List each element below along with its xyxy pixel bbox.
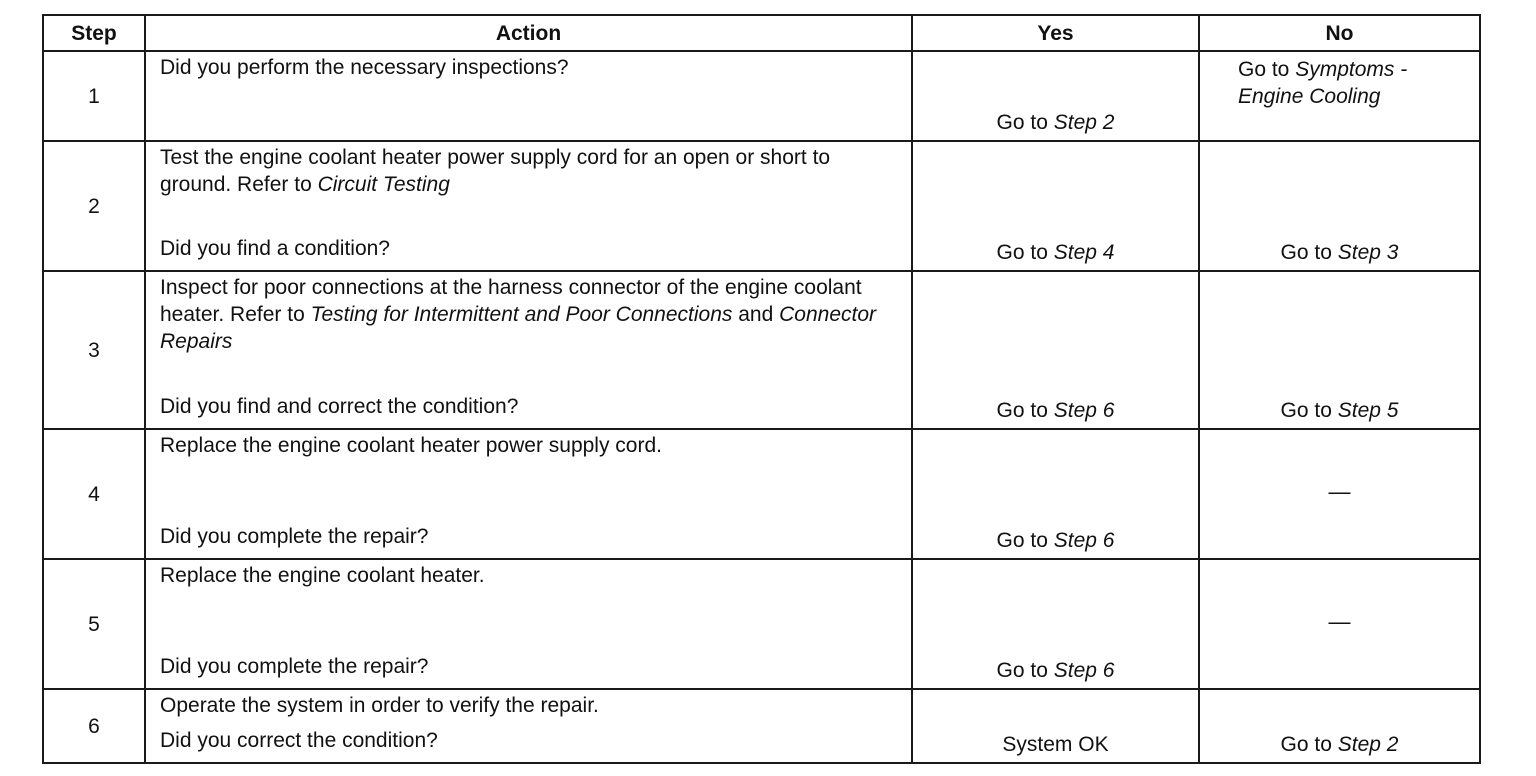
yes-cell [912,689,1199,763]
header-action: Action [145,15,912,51]
yes-system-ok: System OK [1002,733,1109,756]
action-cell [145,429,912,559]
step-number: 6 [43,689,145,763]
no-cell [1199,559,1480,689]
step-number: 1 [43,51,145,141]
yes-prefix: Go to [996,659,1054,682]
header-no: No [1199,15,1480,51]
step-number: 3 [43,271,145,429]
action-reference-link[interactable]: Connector Repairs [160,303,876,353]
no-dash: — [1328,479,1351,504]
action-question: Did you complete the repair? [160,525,429,548]
action-text [160,272,899,355]
no-step-link[interactable]: Step 2 [1337,733,1399,756]
action-plain-text: Inspect for poor connections at the harness connector of the engine coolant heater. Refer to [160,276,862,326]
yes-prefix: Go to [996,111,1054,134]
step-number: 2 [43,141,145,271]
action-cell [145,141,912,271]
yes-cell [912,559,1199,689]
action-text [160,142,899,198]
action-cell [145,51,912,141]
no-cell [1199,689,1480,763]
no-cell [1199,141,1480,271]
yes-prefix: Go to [996,399,1054,422]
action-question: Did you complete the repair? [160,655,429,678]
action-reference-link[interactable]: Circuit Testing [317,173,450,196]
no-symptoms-link[interactable]: Symptoms - Engine Cooling [1238,58,1408,108]
action-plain-text: Test the engine coolant heater power supply cord for an open or short to ground. Refer to [160,146,831,196]
no-prefix: Go to [1280,399,1338,422]
table-row [43,271,1480,429]
yes-cell [912,271,1199,429]
yes-prefix: Go to [996,241,1054,264]
action-cell [145,271,912,429]
yes-step-link[interactable]: Step 6 [1053,529,1115,552]
yes-step-link[interactable]: Step 6 [1053,659,1115,682]
action-text: Did you perform the necessary inspections? [160,56,569,79]
yes-step-link[interactable]: Step 6 [1053,399,1115,422]
action-cell [145,559,912,689]
action-reference-link[interactable]: Testing for Intermittent and Poor Connections [310,303,733,326]
table-row [43,689,1480,763]
action-question: Did you correct the condition? [160,729,438,752]
action-text: Replace the engine coolant heater power supply cord. [160,434,662,457]
action-question: Did you find and correct the condition? [160,395,519,418]
step-number: 4 [43,429,145,559]
action-cell [145,689,912,763]
no-dash: — [1328,609,1351,634]
no-prefix: Go to [1238,58,1296,81]
no-cell [1199,51,1480,141]
yes-step-link[interactable]: Step 2 [1053,111,1115,134]
action-question: Did you find a condition? [160,237,390,260]
no-cell [1199,429,1480,559]
no-step-link[interactable]: Step 3 [1337,241,1399,264]
diagnostic-table [42,14,1481,764]
no-prefix: Go to [1280,733,1338,756]
action-conjunction: and [732,303,780,326]
yes-prefix: Go to [996,529,1054,552]
header-step: Step [43,15,145,51]
action-text: Replace the engine coolant heater. [160,564,485,587]
table-header-row [43,15,1480,51]
yes-cell [912,141,1199,271]
step-number: 5 [43,559,145,689]
yes-cell [912,51,1199,141]
table-row [43,429,1480,559]
no-step-link[interactable]: Step 5 [1337,399,1399,422]
yes-step-link[interactable]: Step 4 [1053,241,1115,264]
table-row [43,51,1480,141]
table-row [43,141,1480,271]
no-prefix: Go to [1280,241,1338,264]
header-yes: Yes [912,15,1199,51]
no-cell [1199,271,1480,429]
yes-cell [912,429,1199,559]
table-row [43,559,1480,689]
action-text: Operate the system in order to verify the repair. [160,694,599,717]
